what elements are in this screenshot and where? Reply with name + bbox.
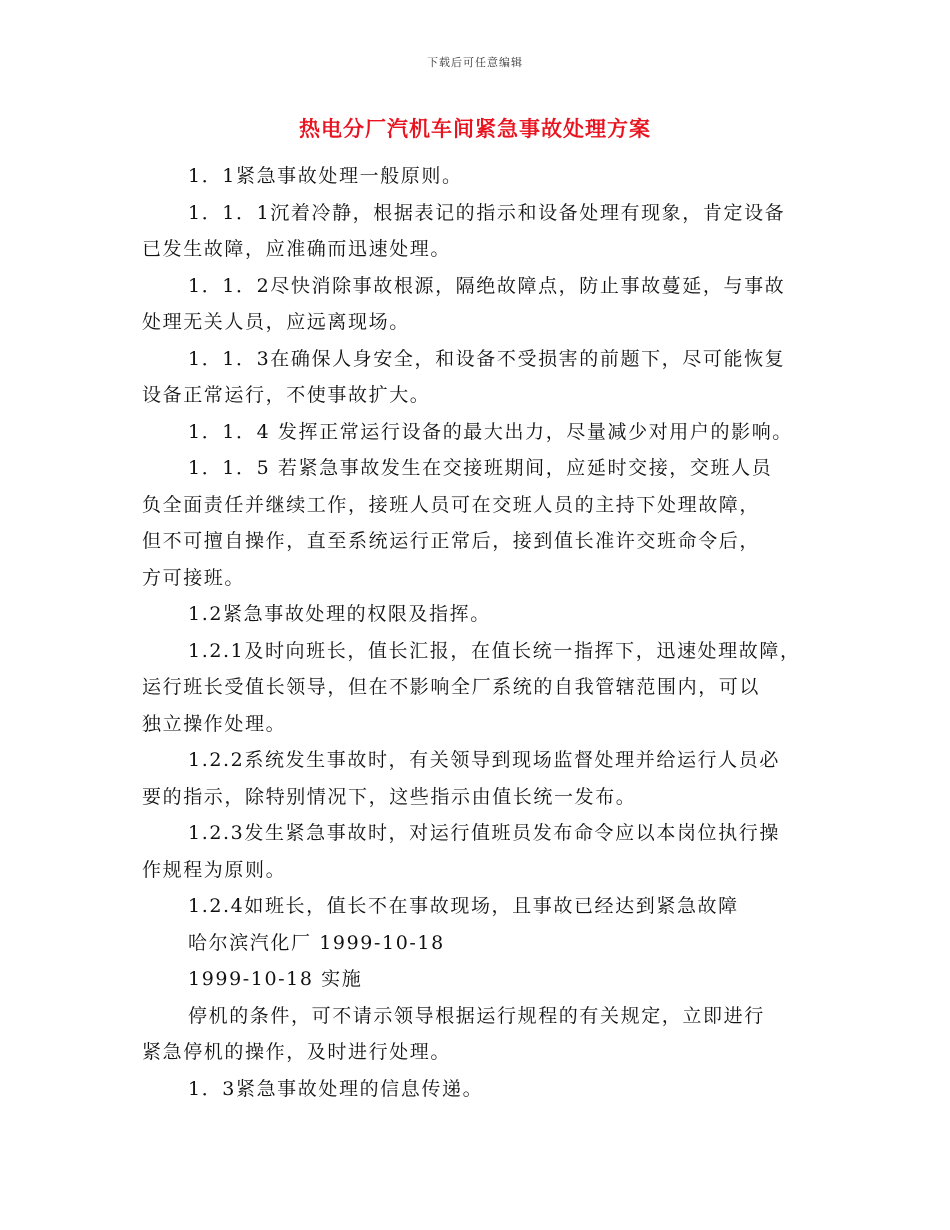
- document-body: [142, 158, 832, 1107]
- text-line: 1999-10-18 实施: [188, 968, 363, 990]
- text-line: 已发生故障，应准确而迅速处理。: [142, 238, 452, 260]
- text-line: 设备正常运行，不使事故扩大。: [142, 384, 431, 406]
- document-title: 热电分厂汽机车间紧急事故处理方案: [299, 116, 651, 141]
- text-line: 1.2.1及时向班长，值长汇报，在值长统一指挥下，迅速处理故障，: [188, 639, 801, 662]
- text-line: 1．1．3在确保人身安全，和设备不受损害的前题下，尽可能恢复: [188, 347, 786, 370]
- text-line: 1．1紧急事故处理一般原则。: [188, 165, 463, 187]
- text-line: 独立操作处理。: [142, 712, 287, 735]
- text-line: 1．1．2尽快消除事故根源，隔绝故障点，防止事故蔓延，与事故: [188, 274, 786, 297]
- text-line: 紧急停机的操作，及时进行处理。: [142, 1041, 452, 1063]
- text-line: 哈尔滨汽化厂 1999-10-18: [188, 931, 445, 954]
- text-line: 1.2.3发生紧急事故时，对运行值班员发布命令应以本岗位执行操: [188, 822, 780, 844]
- text-line: 1.2.4如班长，值长不在事故现场，且事故已经达到紧急故障: [188, 895, 739, 917]
- text-line: 1．1．1沉着冷静，根据表记的指示和设备处理有现象，肯定设备: [188, 201, 786, 224]
- text-line: 但不可擅自操作，直至系统运行正常后，接到值长准许交班命令后，: [142, 530, 761, 552]
- text-line: 1．3紧急事故处理的信息传递。: [188, 1077, 484, 1100]
- header-note: 下载后可任意编辑: [427, 56, 523, 69]
- text-line: 1.2紧急事故处理的权限及指挥。: [188, 603, 491, 625]
- text-line: 处理无关人员，应远离现场。: [142, 311, 410, 333]
- text-line: 作规程为原则。: [142, 858, 287, 881]
- text-line: 1．1．4 发挥正常运行设备的最大出力，尽量减少对用户的影响。: [188, 420, 793, 443]
- text-line: 运行班长受值长领导，但在不影响全厂系统的自我管辖范围内，可以: [142, 676, 761, 698]
- text-line: 方可接班。: [142, 566, 246, 589]
- text-line: 1.2.2系统发生事故时，有关领导到现场监督处理并给运行人员必: [188, 749, 780, 771]
- text-line: 负全面责任并继续工作，接班人员可在交班人员的主持下处理故障，: [142, 493, 761, 516]
- text-line: 要的指示，除特别情况下，这些指示由值长统一发布。: [142, 785, 637, 808]
- text-line: 停机的条件，可不请示领导根据运行规程的有关规定，立即进行: [188, 1004, 765, 1027]
- text-line: 1．1．5 若紧急事故发生在交接班期间，应延时交接，交班人员: [188, 457, 773, 479]
